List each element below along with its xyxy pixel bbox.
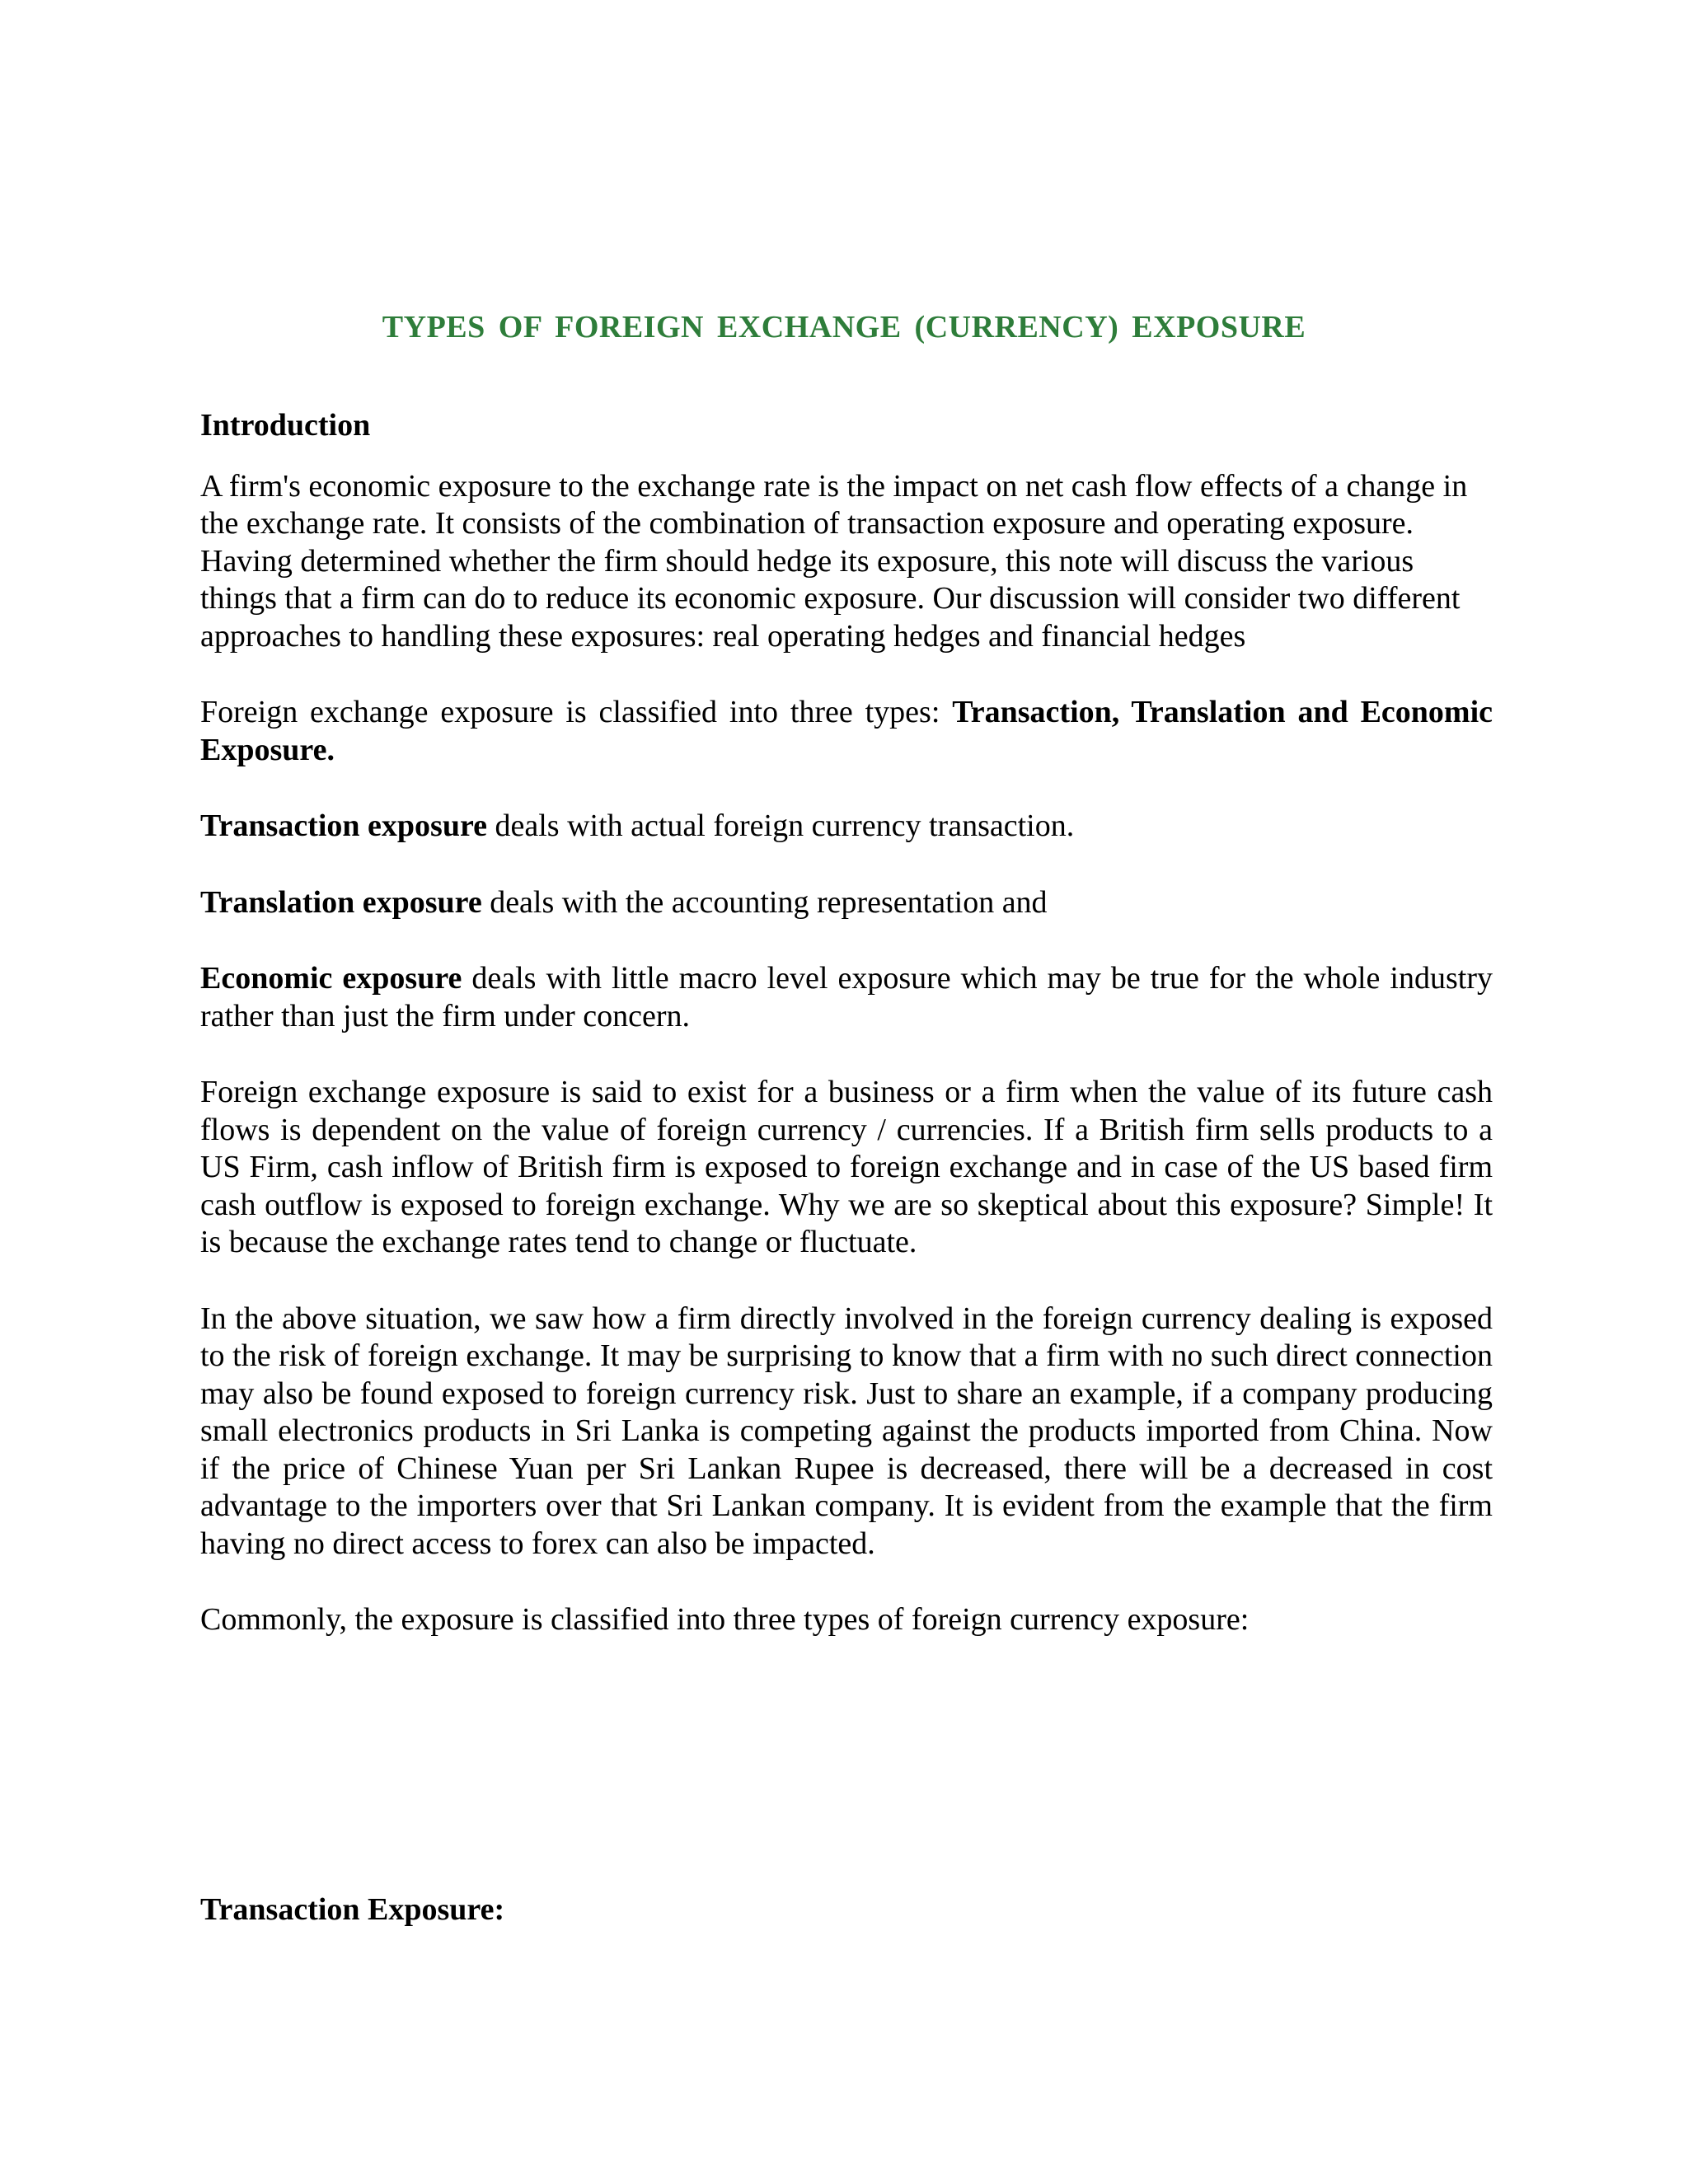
introduction-heading: Introduction <box>200 408 371 443</box>
paragraph-example: In the above situation, we saw how a firm directly involved in the foreign currency dealing is exposed to the risk of foreign exchange. It may be surprising to know that a firm with no such direct connection may also be found exposed to foreign currency risk. Just to share an example, if a company producing small electronics products in Sri Lanka is competing against the products imported from China. Now if the price of Chinese Yuan per Sri Lankan Rupee is decreased, there will be a decreased in cost advantage to the importers over that Sri Lankan company. It is evident from the example that the firm having no direct access to forex can also be impacted. <box>200 1301 1493 1561</box>
paragraph-commonly: Commonly, the exposure is classified into three types of foreign currency exposure: <box>200 1602 1250 1637</box>
paragraph-intro: A firm's economic exposure to the exchange rate is the impact on net cash flow effects of a change in the exchange rate. It consists of the combination of transaction exposure and operating exposure. Having determined whether the firm should hedge its exposure, this note will discuss the various things that a firm can do to reduce its economic exposure. Our discussion will consider two different approaches to handling these exposures: real operating hedges and financial hedges <box>200 468 1468 654</box>
translation-term: Translation exposure <box>200 884 482 920</box>
transaction-term: Transaction exposure <box>200 808 487 843</box>
translation-text: deals with the accounting representation and <box>481 884 1048 920</box>
transaction-exposure-heading: Transaction Exposure: <box>200 1892 505 1927</box>
transaction-text: deals with actual foreign currency transaction. <box>487 808 1075 843</box>
paragraph-classification <box>200 694 1493 769</box>
paragraph-transaction <box>200 808 1493 846</box>
page-title: TYPES OF FOREIGN EXCHANGE (CURRENCY) EXPOSURE <box>382 310 1306 344</box>
economic-text: deals with little macro level exposure which may be true for the whole industry rather than just the firm under concern. <box>200 961 1493 1033</box>
paragraph-translation <box>200 884 1493 922</box>
paragraph-economic <box>200 960 1493 1035</box>
classification-intro: Foreign exchange exposure is classified into three types: <box>200 695 953 729</box>
document-body <box>200 407 1493 1639</box>
classification-types: Transaction, Translation and Economic Exposure. <box>200 695 1493 767</box>
paragraph-cash-flows: Foreign exchange exposure is said to exist for a business or a firm when the value of its future cash flows is dependent on the value of foreign currency / currencies. If a British firm sells products to a US Firm, cash inflow of British firm is exposed to foreign exchange and in case of the US based firm cash outflow is exposed to foreign exchange. Why we are so skeptical about this exposure? Simple! It is because the exchange rates tend to change or fluctuate. <box>200 1075 1493 1259</box>
economic-term: Economic exposure <box>200 961 462 996</box>
